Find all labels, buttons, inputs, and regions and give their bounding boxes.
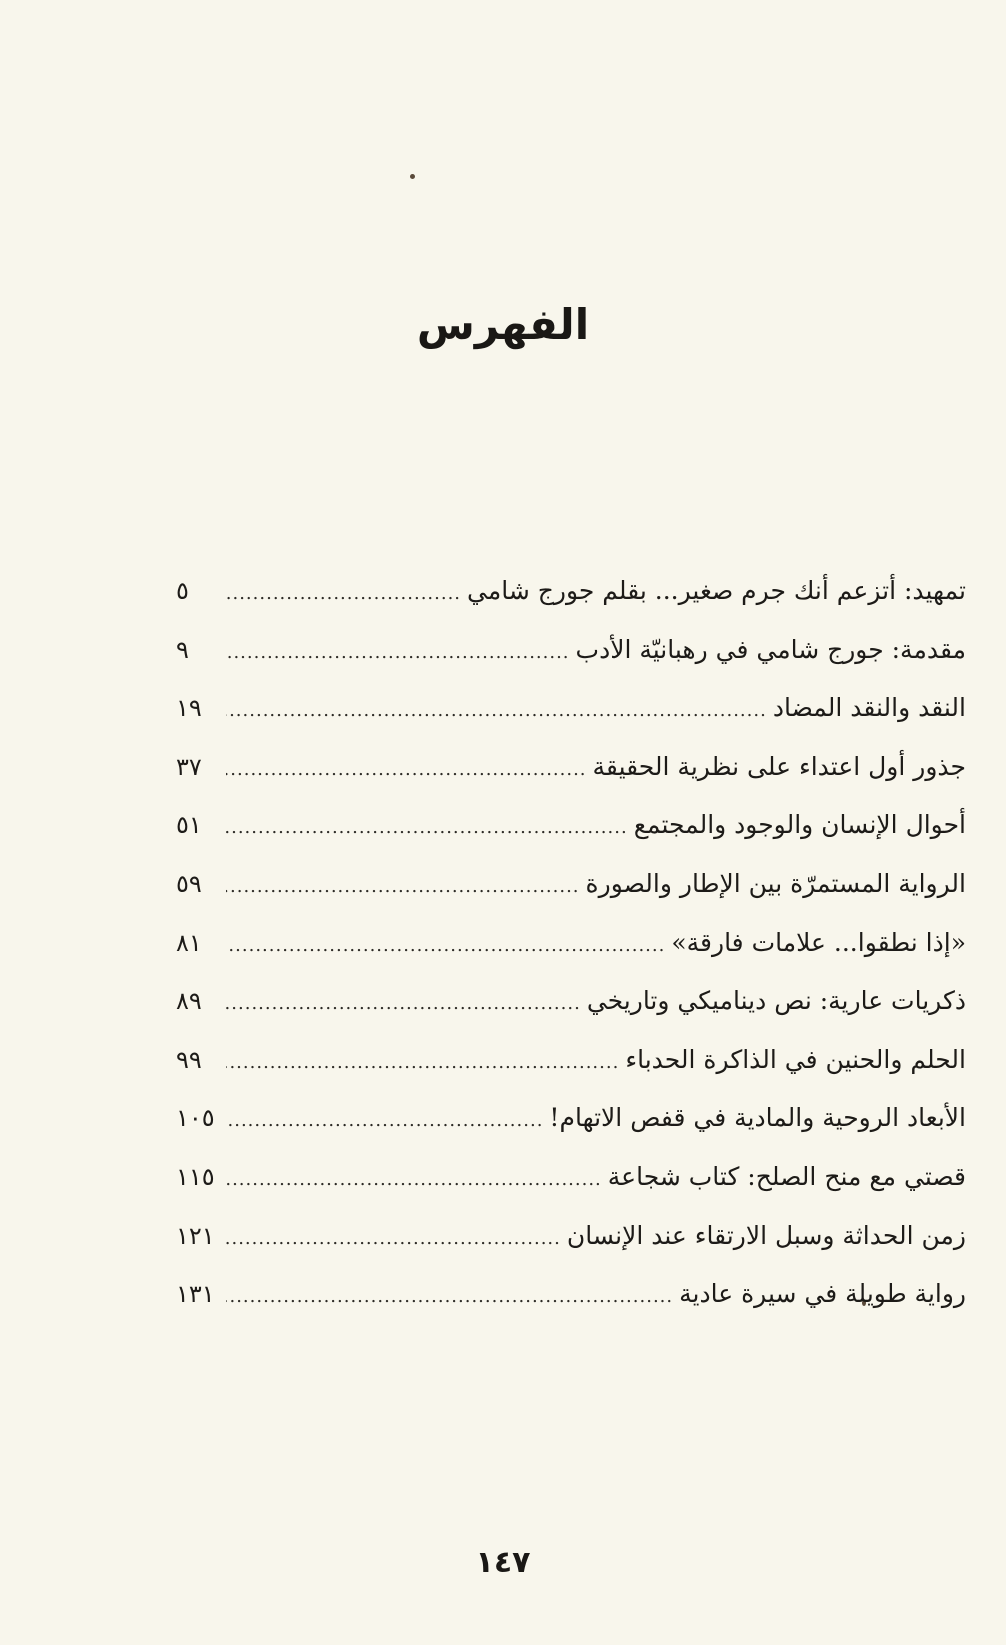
toc-entry <box>176 738 966 797</box>
toc-entry <box>176 1265 966 1324</box>
dot-leader <box>226 741 587 799</box>
page-number: ١٤٧ <box>475 1545 531 1580</box>
dot-leader <box>226 1151 602 1209</box>
toc-entry-page: ١١٥ <box>176 1162 215 1191</box>
dot-leader <box>226 975 581 1033</box>
table-of-contents <box>176 562 966 1324</box>
toc-entry-title: تمهيد: أتزعم أنك جرم صغير... بقلم جورج شامي <box>467 576 966 605</box>
toc-entry <box>176 1148 966 1207</box>
toc-entry-page: ٨١ <box>176 928 202 957</box>
paper-speck <box>410 174 415 179</box>
toc-entry-title: النقد والنقد المضاد <box>772 693 966 723</box>
toc-entry <box>176 914 966 973</box>
toc-entry-title: ذكريات عارية: نص ديناميكي وتاريخي <box>586 986 966 1016</box>
dot-leader <box>226 1210 561 1268</box>
toc-entry <box>176 1207 966 1266</box>
toc-entry <box>176 679 966 738</box>
dot-leader <box>226 1268 673 1326</box>
dot-leader <box>226 799 628 857</box>
toc-entry-title: الحلم والحنين في الذاكرة الحدباء <box>625 1044 966 1074</box>
toc-entry-page: ٣٧ <box>176 752 202 781</box>
toc-entry-title: الأبعاد الروحية والمادية في قفص الاتهام! <box>549 1103 966 1133</box>
toc-entry-page: ٥١ <box>176 811 202 840</box>
toc-entry-page: ١٩ <box>176 694 202 723</box>
dot-leader <box>226 858 580 916</box>
toc-entry <box>176 972 966 1031</box>
toc-entry-title: زمن الحداثة وسبل الارتقاء عند الإنسان <box>566 1220 966 1250</box>
toc-entry-page: ٥٩ <box>176 869 202 898</box>
toc-entry-page: ٩ <box>176 635 189 664</box>
page-title: الفهرس <box>416 300 590 349</box>
toc-entry <box>176 855 966 914</box>
toc-entry-title: الرواية المستمرّة بين الإطار والصورة <box>585 868 966 898</box>
dot-leader <box>226 624 570 682</box>
dot-leader <box>226 1034 619 1092</box>
toc-entry-page: ١٠٥ <box>176 1104 215 1133</box>
toc-entry <box>176 562 966 621</box>
toc-entry <box>176 621 966 680</box>
toc-entry-page: ٩٩ <box>176 1045 202 1074</box>
dot-leader <box>226 917 665 975</box>
toc-entry-title: «إذا نطقوا... علامات فارقة» <box>671 927 966 957</box>
toc-entry-title: جذور أول اعتداء على نظرية الحقيقة <box>592 751 966 781</box>
toc-entry <box>176 1089 966 1148</box>
toc-entry-title: قصتي مع منح الصلح: كتاب شجاعة <box>607 1161 966 1191</box>
toc-entry-title: مقدمة: جورج شامي في رهبانيّة الأدب <box>575 634 966 664</box>
toc-entry <box>176 1031 966 1090</box>
toc-entry-page: ٥ <box>176 577 189 605</box>
toc-entry-title: أحوال الإنسان والوجود والمجتمع <box>633 810 966 840</box>
dot-leader <box>226 682 767 740</box>
toc-entry-page: ١٢١ <box>176 1221 215 1250</box>
dot-leader <box>226 1092 543 1150</box>
toc-entry-page: ٨٩ <box>176 987 202 1016</box>
toc-entry-title: رواية طويلة في سيرة عادية <box>679 1279 966 1309</box>
dot-leader <box>226 565 461 623</box>
toc-entry <box>176 796 966 855</box>
toc-entry-page: ١٣١ <box>176 1280 215 1309</box>
